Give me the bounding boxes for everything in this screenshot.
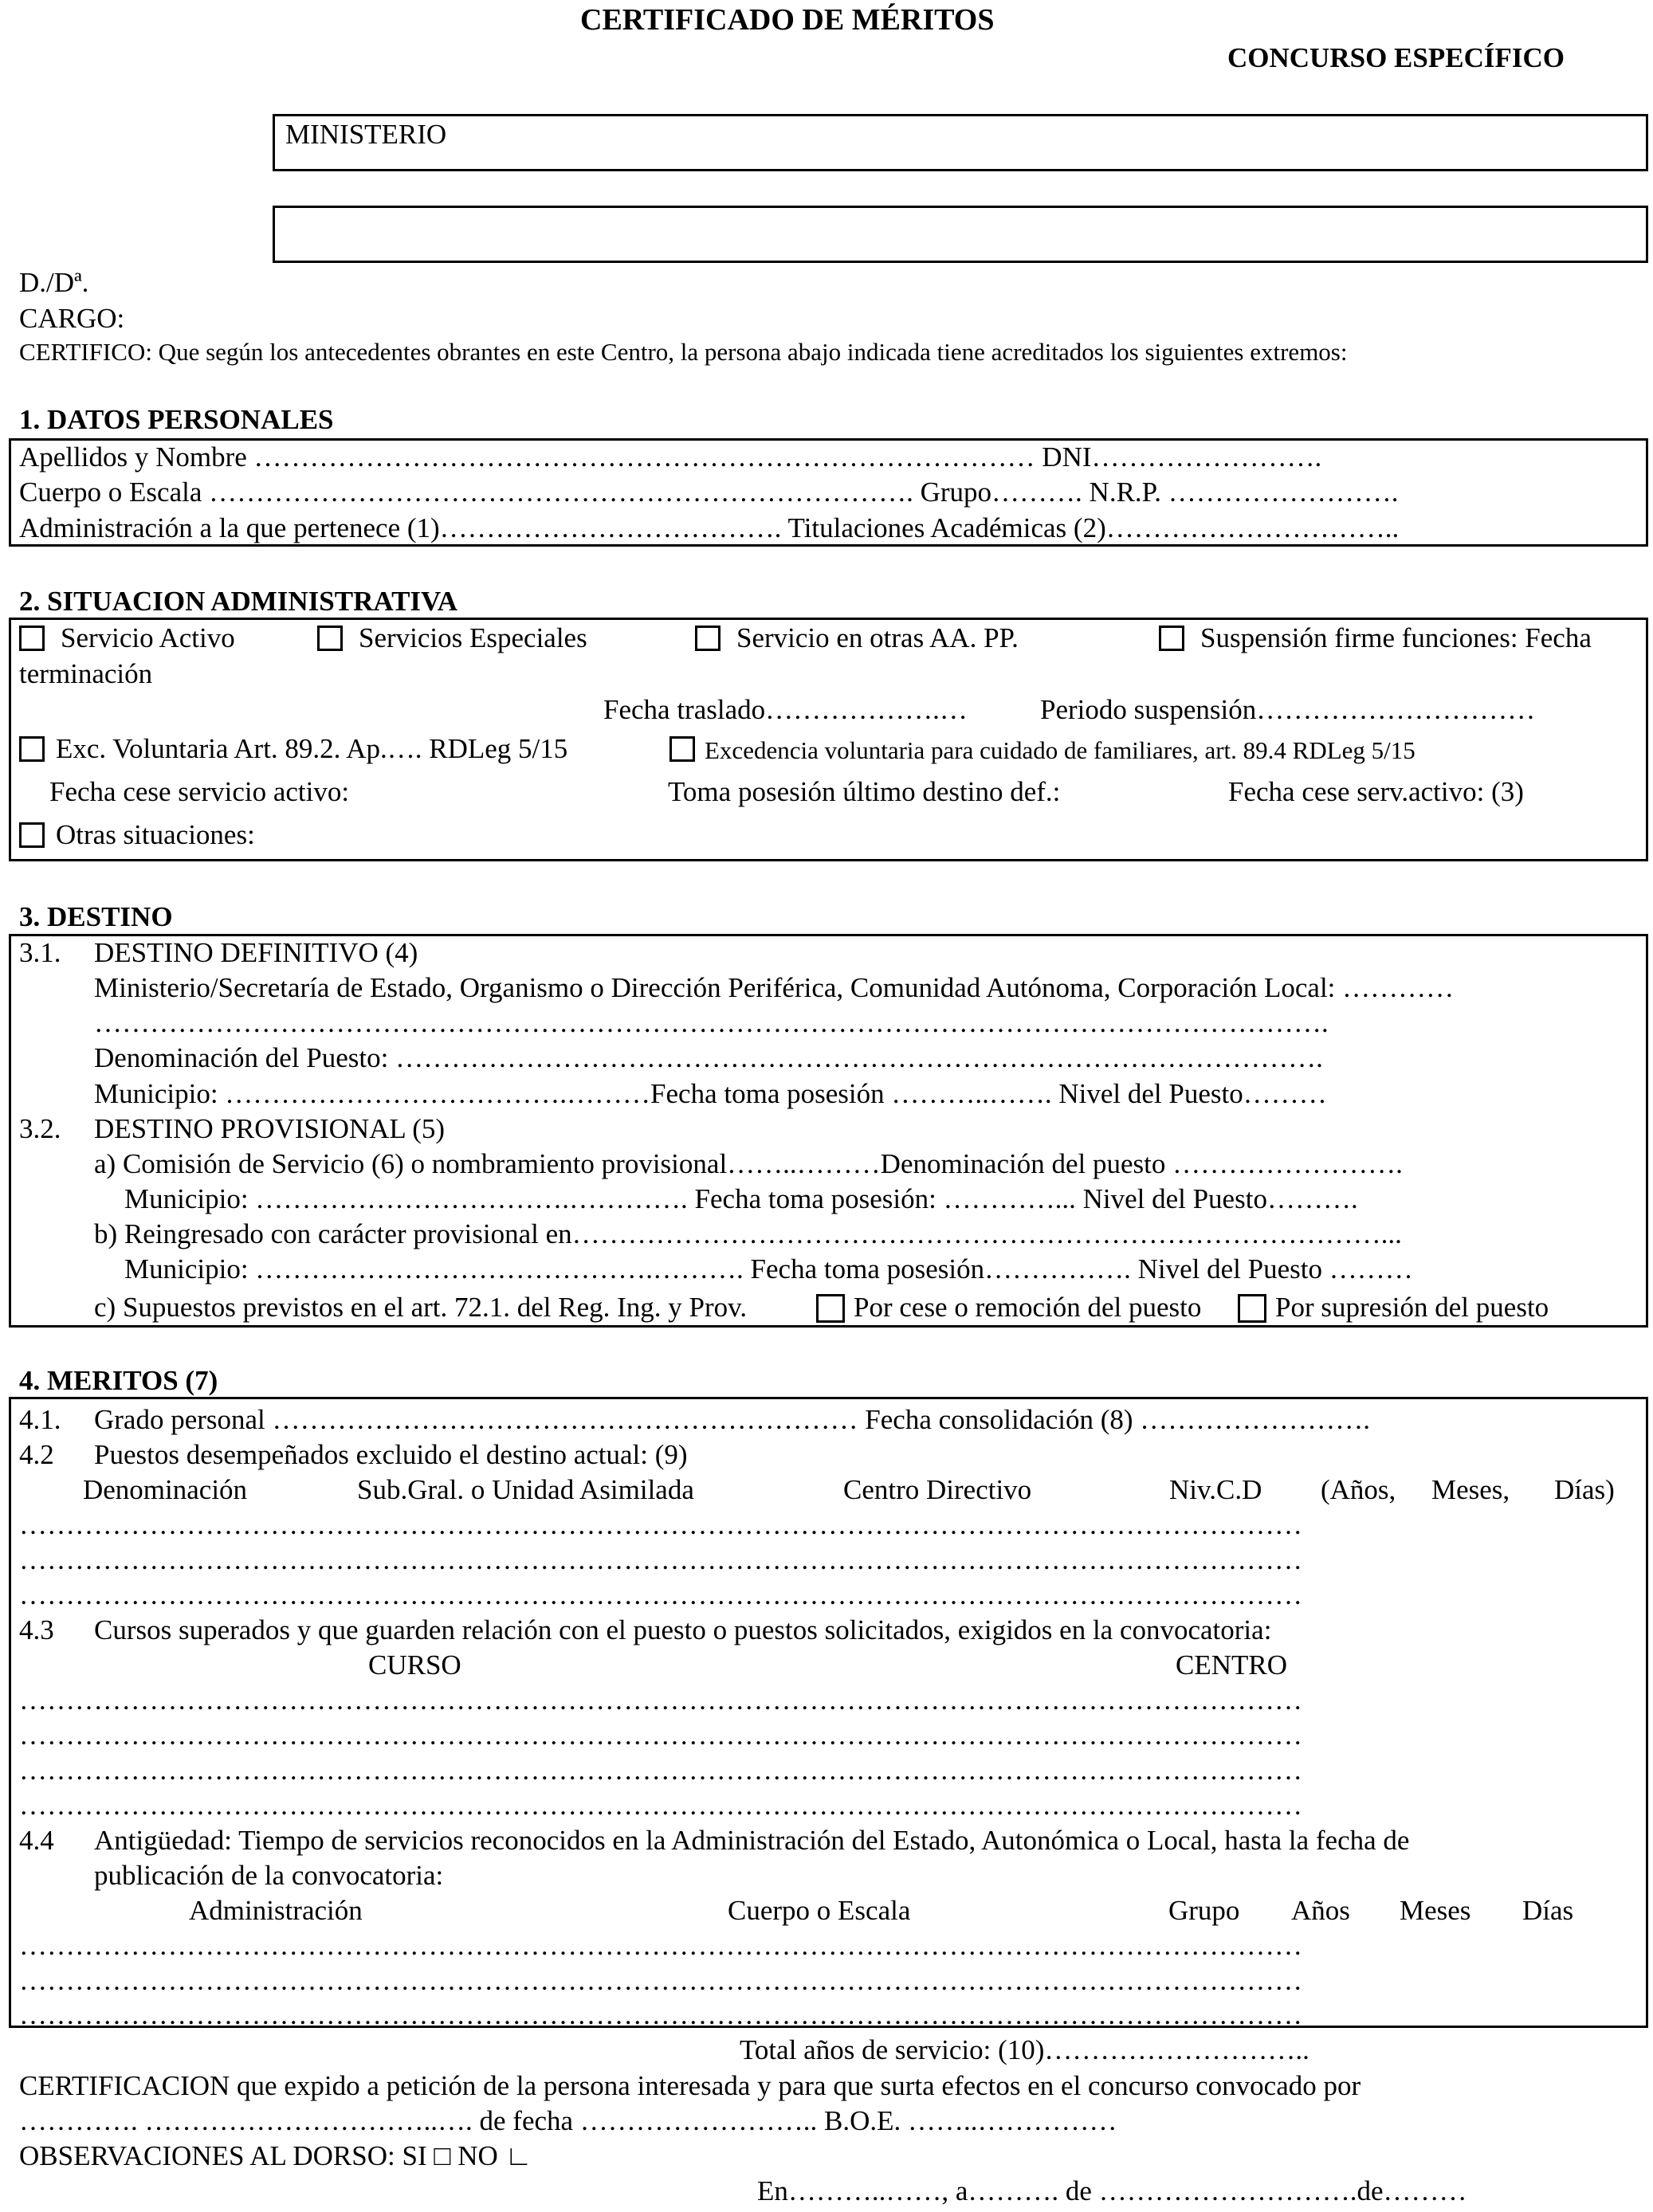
exc-voluntaria-checkbox[interactable] <box>19 736 45 762</box>
periodo-suspension: Periodo suspensión………………………… <box>1040 694 1536 725</box>
lugar-fecha-line: En………..……, a………. de ……………………….de……… <box>757 2175 1467 2206</box>
fecha-cese-3-label: Fecha cese serv.activo: (3) <box>1228 776 1524 807</box>
reingresado-municipio-line: Municipio: …………………………………….………. Fecha toma posesión……………. Nivel del Puesto ……… <box>124 1253 1413 1284</box>
ministerio-field[interactable] <box>273 114 1648 171</box>
servicio-activo-label: Servicio Activo <box>61 622 235 653</box>
toma-posesion-label: Toma posesión último destino def.: <box>668 776 1061 807</box>
supresion-puesto-checkbox[interactable] <box>1238 1294 1266 1323</box>
s4-4-number: 4.4 <box>19 1825 54 1856</box>
cursos-heading: Cursos superados y que guarden relación con el puesto o puestos solicitados, exigidos en la convocatoria: <box>94 1614 1272 1645</box>
col-meses: Meses, <box>1431 1474 1510 1505</box>
col-subgral: Sub.Gral. o Unidad Asimilada <box>357 1474 694 1505</box>
cursos-dots-row: ………………………………………………………………………………………………………………………… <box>19 1755 1302 1786</box>
cargo-label: CARGO: <box>19 303 125 334</box>
antiguedad-line-b: publicación de la convocatoria: <box>94 1860 444 1891</box>
unit-field[interactable] <box>273 206 1648 263</box>
certificacion-text: CERTIFICACION que expido a petición de la persona interesada y para que surta efectos en el concurso convocado por <box>19 2070 1361 2101</box>
puestos-desempenados-heading: Puestos desempeñados excluido el destino actual: (9) <box>94 1439 688 1470</box>
s4-2-number: 4.2 <box>19 1439 54 1470</box>
suspension-label: Suspensión firme funciones: Fecha <box>1200 622 1592 653</box>
ministerio-label: MINISTERIO <box>285 119 447 150</box>
puestos-dots-row: ………………………………………………………………………………………………………………………… <box>19 1544 1302 1575</box>
col-administracion: Administración <box>189 1895 363 1926</box>
col-centro-directivo: Centro Directivo <box>843 1474 1032 1505</box>
total-servicio-line: Total años de servicio: (10)……………………….. <box>740 2034 1309 2065</box>
fecha-traslado: Fecha traslado……………….… <box>603 694 968 725</box>
s1-nombre-line: Apellidos y Nombre ………………………………………………………………………… DNI……………………. <box>19 441 1322 473</box>
dots-line: ……………………………………………………………………………………………………………………. <box>94 1007 1329 1038</box>
otras-situaciones-label: Otras situaciones: <box>56 819 255 850</box>
s3-1-number: 3.1. <box>19 937 61 968</box>
destino-definitivo-heading: DESTINO DEFINITIVO (4) <box>94 937 418 968</box>
section4-title: 4. MERITOS (7) <box>19 1365 218 1396</box>
servicio-otras-checkbox[interactable] <box>695 626 720 651</box>
cursos-dots-row: ………………………………………………………………………………………………………………………… <box>19 1790 1302 1821</box>
col-anios-2: Años <box>1291 1895 1350 1926</box>
antiguedad-line-a: Antigüedad: Tiempo de servicios reconocidos en la Administración del Estado, Autonómica o Local, hasta la fecha de <box>94 1825 1410 1856</box>
col-meses-2: Meses <box>1400 1895 1471 1926</box>
col-grupo: Grupo <box>1168 1895 1240 1926</box>
s4-1-number: 4.1. <box>19 1404 61 1435</box>
ministerio-organismo-line: Ministerio/Secretaría de Estado, Organismo o Dirección Periférica, Comunidad Autónoma, Corporación Local: ………… <box>94 972 1455 1003</box>
observaciones-line: OBSERVACIONES AL DORSO: SI □ NO ∟ <box>19 2140 532 2171</box>
s4-3-number: 4.3 <box>19 1614 54 1645</box>
col-dias: Días) <box>1554 1474 1615 1505</box>
certifico-text: CERTIFICO: Que según los antecedentes obrantes en este Centro, la persona abajo indicada tiene acreditados los siguientes extremos: <box>19 338 1348 366</box>
col-curso: CURSO <box>368 1649 461 1681</box>
servicios-especiales-checkbox[interactable] <box>317 626 343 651</box>
s3-2-number: 3.2. <box>19 1113 61 1144</box>
supuestos-line: c) Supuestos previstos en el art. 72.1. del Reg. Ing. y Prov. <box>94 1292 748 1323</box>
servicios-especiales-label: Servicios Especiales <box>359 622 587 653</box>
servicio-activo-checkbox[interactable] <box>19 626 45 651</box>
excedencia-familiares-checkbox[interactable] <box>669 736 695 762</box>
destino-provisional-heading: DESTINO PROVISIONAL (5) <box>94 1113 446 1144</box>
reingresado-line: b) Reingresado con carácter provisional en……………………………………………………………………………... <box>94 1218 1402 1249</box>
exc-voluntaria-label: Exc. Voluntaria Art. 89.2. Ap.…. RDLeg 5/15 <box>56 733 568 764</box>
grado-personal-line: Grado personal ……………………………………………………… Fecha consolidación (8) ……………………. <box>94 1404 1371 1435</box>
col-dias-2: Días <box>1522 1895 1574 1926</box>
col-cuerpo-escala: Cuerpo o Escala <box>728 1895 911 1926</box>
comision-servicio-line: a) Comisión de Servicio (6) o nombramiento provisional……..………Denominación del puesto ……………………. <box>94 1148 1403 1179</box>
s1-cuerpo-line: Cuerpo o Escala …………………………………………………………………. Grupo………. N.R.P. ……………………. <box>19 477 1399 508</box>
antiguedad-dots-row: ………………………………………………………………………………………………………………………… <box>19 1930 1302 1961</box>
cursos-dots-row: ………………………………………………………………………………………………………………………… <box>19 1684 1302 1716</box>
section2-title: 2. SITUACION ADMINISTRATIVA <box>19 586 458 617</box>
supresion-puesto-label: Por supresión del puesto <box>1275 1292 1549 1323</box>
section1-title: 1. DATOS PERSONALES <box>19 404 334 435</box>
fecha-cese-label: Fecha cese servicio activo: <box>49 776 350 807</box>
dda-label: D./Dª. <box>19 267 89 298</box>
puestos-dots-row: ………………………………………………………………………………………………………………………… <box>19 1509 1302 1540</box>
denominacion-puesto-line: Denominación del Puesto: ………………………………………………………………………………………. <box>94 1042 1323 1073</box>
convocatoria-line: …………. …………………………..…. de fecha …………………….. B.O.E. ……..…………… <box>19 2105 1117 2136</box>
section3-title: 3. DESTINO <box>19 901 173 932</box>
col-nivcd: Niv.C.D <box>1169 1474 1262 1505</box>
col-centro: CENTRO <box>1176 1649 1287 1681</box>
suspension-checkbox[interactable] <box>1159 626 1184 651</box>
otras-situaciones-checkbox[interactable] <box>19 822 45 848</box>
col-denominacion: Denominación <box>83 1474 248 1505</box>
municipio-definitivo-line: Municipio: ……………………………….………Fecha toma posesión ………..……. Nivel del Puesto……… <box>94 1078 1327 1109</box>
cese-remocion-label: Por cese o remoción del puesto <box>854 1292 1202 1323</box>
cursos-dots-row: ………………………………………………………………………………………………………………………… <box>19 1720 1302 1751</box>
antiguedad-dots-row: ………………………………………………………………………………………………………………………… <box>19 1965 1302 1996</box>
servicio-otras-label: Servicio en otras AA. PP. <box>736 622 1019 653</box>
col-anios: (Años, <box>1321 1474 1396 1505</box>
cese-remocion-checkbox[interactable] <box>816 1294 845 1323</box>
document-title: CERTIFICADO DE MÉRITOS <box>580 3 995 37</box>
document-subtitle: CONCURSO ESPECÍFICO <box>1227 42 1565 73</box>
comision-municipio-line: Municipio: …………………………….…………. Fecha toma posesión: …………... Nivel del Puesto………. <box>124 1183 1358 1214</box>
puestos-dots-row: ………………………………………………………………………………………………………………………… <box>19 1579 1302 1610</box>
excedencia-familiares-label: Excedencia voluntaria para cuidado de familiares, art. 89.4 RDLeg 5/15 <box>705 736 1415 764</box>
terminacion-label: terminación <box>19 658 153 689</box>
antiguedad-dots-row: ………………………………………………………………………………………………………………………… <box>19 1999 1302 2030</box>
s1-administracion-line: Administración a la que pertenece (1)………………………………. Titulaciones Académicas (2)………………………….. <box>19 512 1400 543</box>
